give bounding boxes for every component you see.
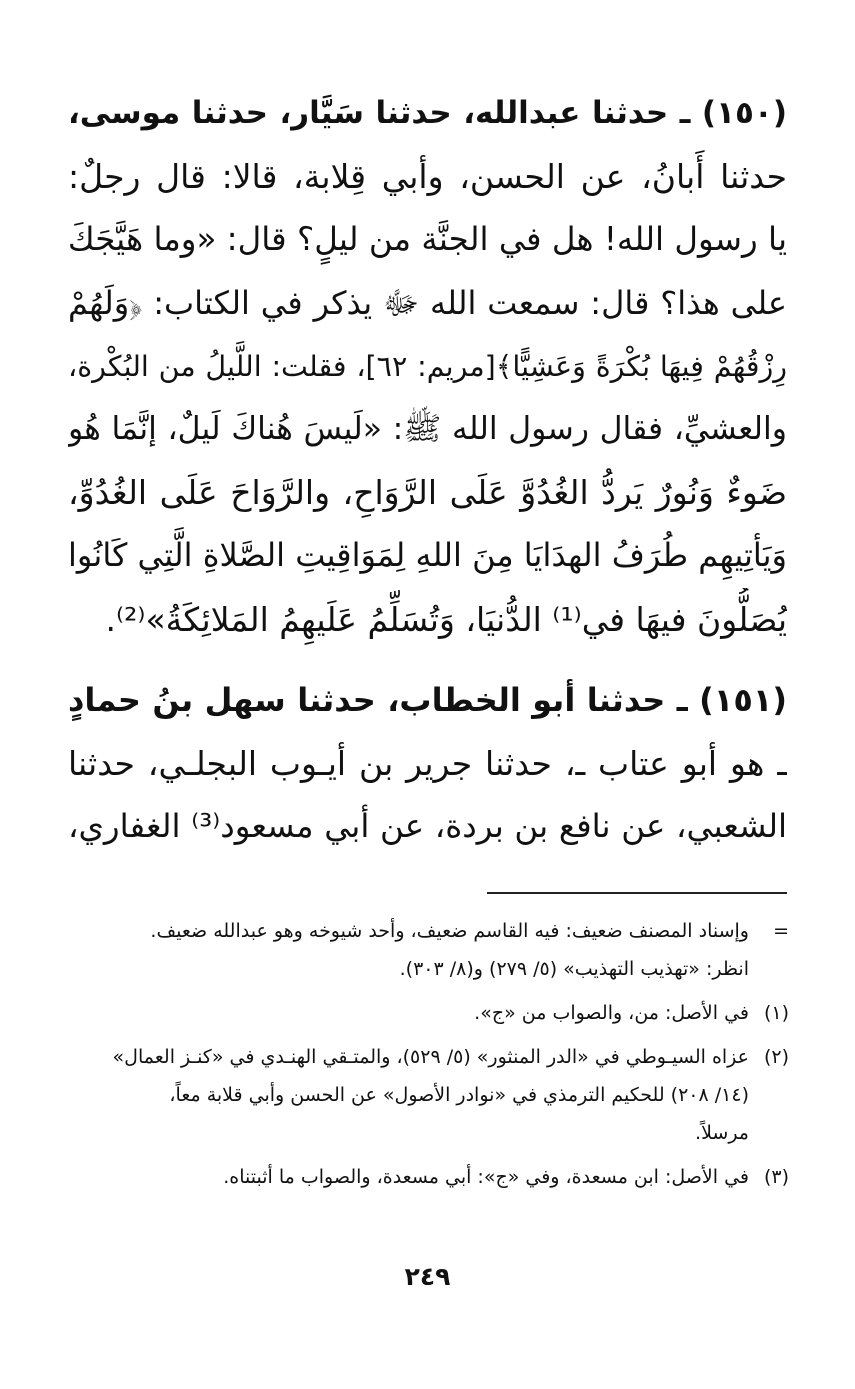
hadith-151 — [68, 669, 787, 859]
footnote-mark: (١) — [763, 1002, 789, 1024]
footnote-line: عزاه السيـوطي في «الدر المنثور» (٥/ ٥٢٩)، والمتـقي الهنـدي في «كنـز العمال» — [112, 1046, 749, 1068]
text-line: (١٥٠) ـ حدثنا عبدالله، حدثنا سَيَّار، حدثنا موسى، — [68, 95, 787, 131]
footnote-line: وإسناد المصنف ضعيف: فيه القاسم ضعيف، وأحد شيوخه وهو عبدالله ضعيف. — [150, 920, 749, 942]
text-line: (١٥١) ـ حدثنا أبو الخطاب، حدثنا سهل بنُ حمادٍ — [68, 680, 787, 719]
footnote-mark: (٢) — [763, 1046, 789, 1068]
footnote-body — [66, 912, 749, 988]
text-line: الشعبي، عن نافع بن بردة، عن أبي مسعود⁽³⁾ الغفاري، — [68, 807, 787, 846]
footnote-line: انظر: «تهذيب التهذيب» (٥/ ٢٧٩) و(٨/ ٣٠٣). — [399, 958, 749, 980]
text-line: رِزْقُهُمْ فِيهَا بُكْرَةً وَعَشِيًّا﴾[مريم: ٦٢]، فقلت: اللَّيلُ من البُكْرة، — [68, 349, 787, 383]
footnote-body — [66, 994, 749, 1032]
footnote-mark: = — [773, 920, 789, 942]
footnote-2 — [66, 1038, 789, 1152]
footnote-1 — [66, 994, 789, 1032]
text-line: وَيَأتِيهِم طُرَفُ الهدَايَا مِنَ اللهِ لِمَوَاقِيتِ الصَّلاةِ الَّتِي كَانُوا — [68, 536, 787, 575]
text-line: حدثنا أَبانُ، عن الحسن، وأبي قِلابة، قالا: قال رجلٌ: — [68, 157, 787, 197]
text-line: ـ هو أبو عتاب ـ، حدثنا جرير بن أيـوب البجلـي، حدثنا — [68, 743, 787, 783]
text-line: والعشيِّ، فقال رسول الله ﷺ: «لَيسَ هُناكَ لَيلٌ، إنَّمَا هُو — [68, 410, 787, 447]
footnote-body — [66, 1038, 749, 1152]
page-number: ٢٤٩ — [404, 1262, 451, 1291]
footnote-3 — [66, 1158, 789, 1196]
paragraph-gap — [68, 651, 787, 669]
text-line: على هذا؟ قال: سمعت الله ﷻ يذكر في الكتاب: ﴿وَلَهُمْ — [68, 283, 787, 322]
hadith-150 — [68, 82, 787, 651]
footnote-line: مرسلاً. — [695, 1122, 749, 1144]
footnote-continuation — [66, 912, 789, 988]
footnote-line: (١٤/ ٢٠٨) للحكيم الترمذي في «نوادر الأصول» عن الحسن وأبي قلابة معاً، — [169, 1084, 749, 1106]
text-line: يا رسول الله! هل في الجنَّة من ليلٍ؟ قال: «وما هَيَّجَكَ — [68, 220, 787, 259]
footnotes — [66, 912, 789, 1202]
footnote-body — [66, 1158, 749, 1196]
footnote-line: في الأصل: من، والصواب من «ج». — [474, 1002, 749, 1024]
footnote-divider — [487, 892, 787, 894]
text-line: ضَوءٌ وَنُورٌ يَردُّ الغُدُوَّ عَلَى الرَّوَاحِ، والرَّوَاحَ عَلَى الغُدُوِّ، — [68, 473, 787, 513]
main-text — [68, 82, 787, 858]
footnote-mark: (٣) — [763, 1166, 789, 1188]
footnote-line: في الأصل: ابن مسعدة، وفي «ج»: أبي مسعدة، والصواب ما أثبتناه. — [223, 1166, 749, 1188]
text-line: يُصَلُّونَ فيهَا في⁽¹⁾ الدُّنيَا، وَتُسَلِّمُ عَلَيهِمُ المَلائِكَةُ»⁽²⁾. — [105, 599, 787, 639]
